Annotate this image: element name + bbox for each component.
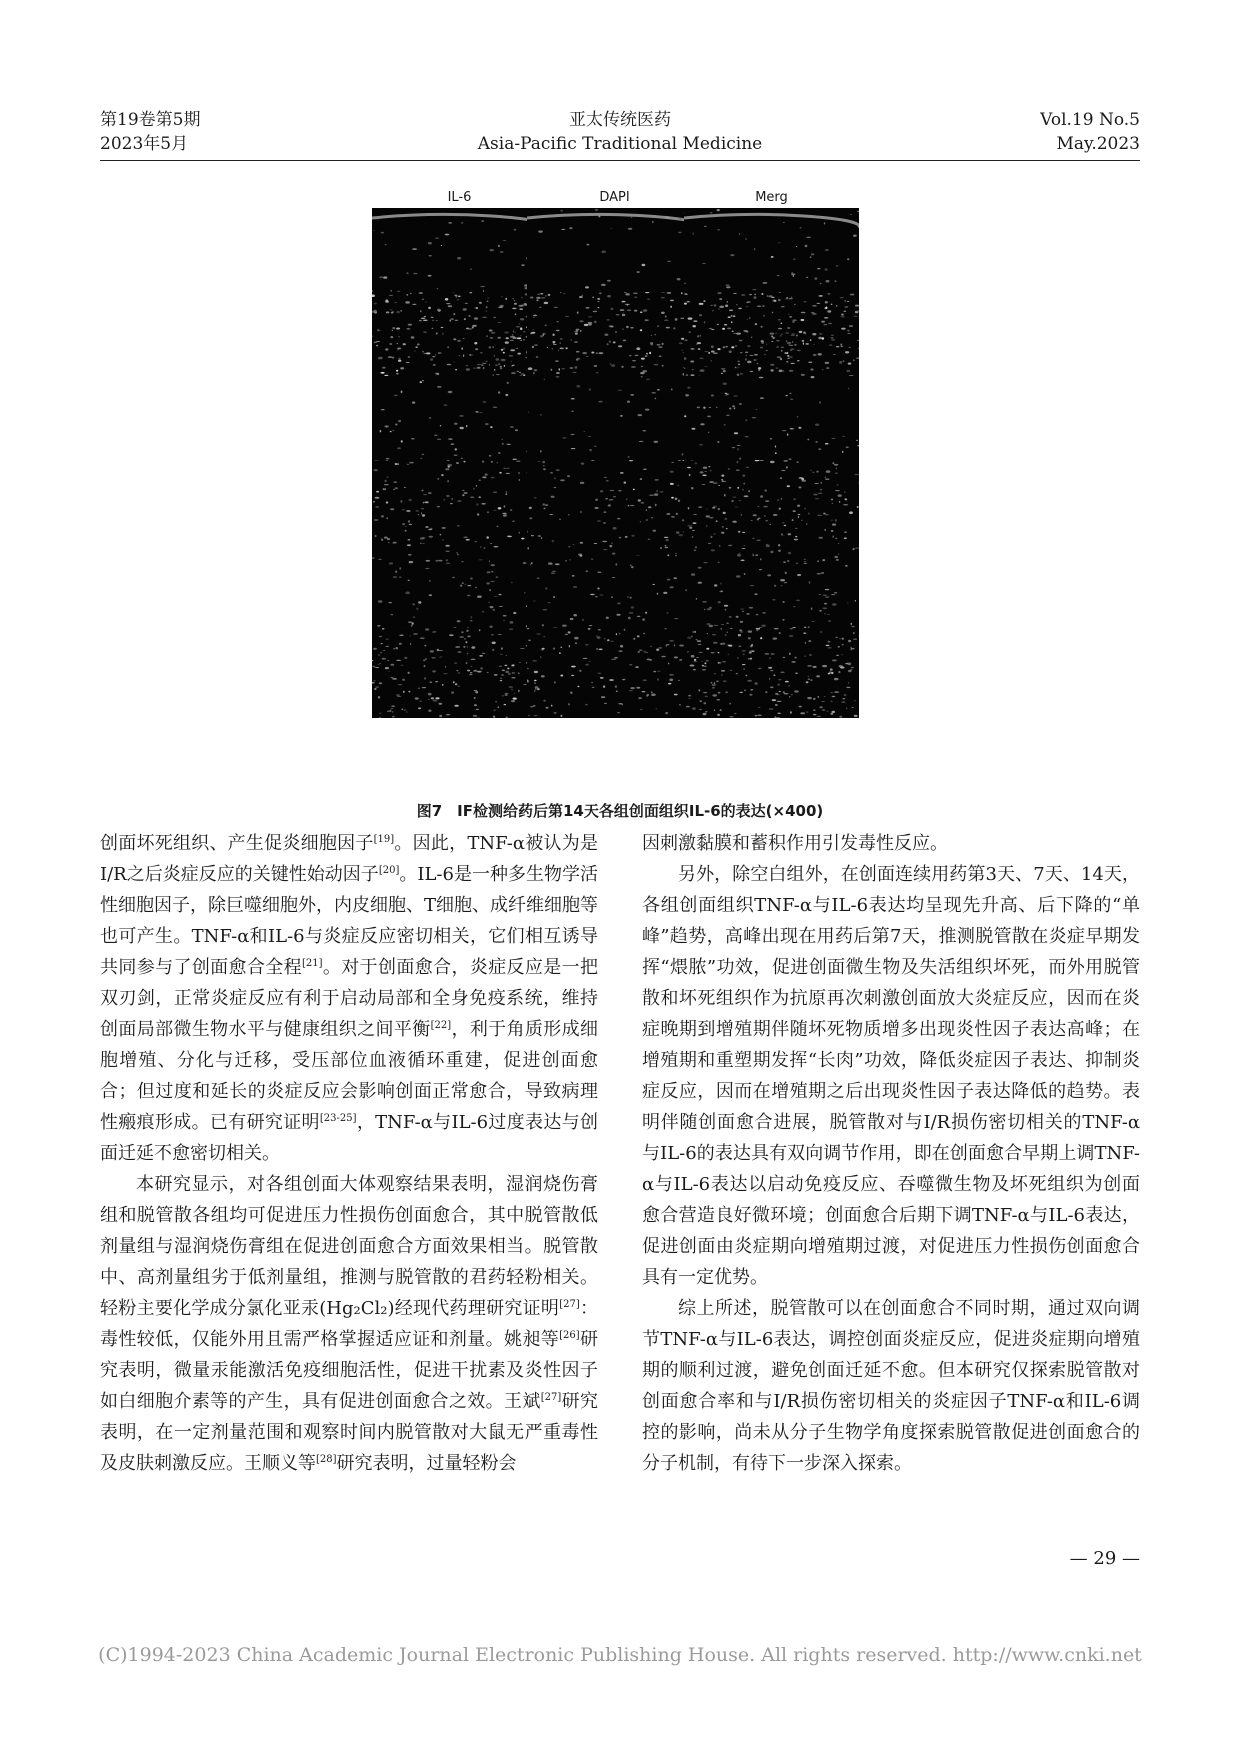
micrograph-texture: [684, 376, 859, 466]
micrograph-panel: [684, 544, 859, 634]
micrograph-panel: [684, 376, 859, 466]
text-span: 本研究显示，对各组创面大体观察结果表明，湿润烧伤膏组和脱管散各组均可促进压力性损伤创面愈合，其中脱管散低剂量组与湿润烧伤膏组在促进创面愈合方面效果相当。脱管散中、高剂量组劣于低剂量组，推测与脱管散的君药轻粉相关。轻粉主要化学成分氯化亚汞(Hg₂Cl₂)经现代药理研究证明: [100, 1174, 598, 1319]
micrograph-texture: [527, 376, 702, 466]
micrograph-texture: [372, 292, 547, 382]
micrograph-panel: [684, 292, 859, 382]
citation: [28]: [316, 1454, 337, 1465]
micrograph-panel: [684, 460, 859, 550]
journal-title-cn: 亚太传统医药: [569, 110, 671, 130]
figure-caption: 图7 IF检测给药后第14天各组创面组织IL-6的表达(×400): [416, 802, 824, 820]
micrograph-texture: [684, 292, 859, 382]
page-number: — 29 —: [1069, 1548, 1140, 1569]
paragraph: [100, 1169, 598, 1479]
paragraph: [100, 828, 598, 1169]
micrograph-panel: [372, 208, 547, 298]
micrograph-texture: [684, 460, 859, 550]
paragraph: 因刺激黏膜和蓄积作用引发毒性反应。: [642, 833, 948, 854]
citation: [22]: [430, 1020, 452, 1031]
right-column: [642, 828, 1140, 1479]
micrograph-panel: [527, 376, 702, 466]
citation: [27]: [540, 1392, 562, 1403]
paragraph: 另外，除空白组外，在创面连续用药第3天、7天、14天，各组创面组织TNF-α与IL-6表达均呈现先升高、后下降的“单峰”趋势，高峰出现在用药后第7天，推测脱管散在炎症早期发挥“煨脓”功效，促进创面微生物及失活组织坏死，而外用脱管散和坏死组织作为抗原再次刺激创面放大炎症反应，因而在炎症晚期到增殖期伴随坏死物质增多出现炎性因子表达高峰；在增殖期和重塑期发挥“长肉”功效，降低炎症因子表达、抑制炎症反应，因而在增殖期之后出现炎性因子表达降低的趋势。表明伴随创面愈合进展，脱管散对与I/R损伤密切相关的TNF-α与IL-6的表达具有双向调节作用，即在创面愈合早期上调TNF-α与IL-6表达以启动免疫反应、吞噬微生物及坏死组织为创面愈合营造良好微环境；创面愈合后期下调TNF-α与IL-6表达，促进创面由炎症期向增殖期过渡，对促进压力性损伤创面愈合具有一定优势。: [642, 864, 1140, 1288]
micrograph-texture: [684, 208, 859, 298]
date-en: May.2023: [1056, 134, 1140, 154]
micrograph-texture: [372, 208, 547, 298]
micrograph-texture: [372, 376, 547, 466]
column-header-merg: Merg: [755, 190, 788, 205]
micrograph-texture: [527, 208, 702, 298]
micrograph-panel: [527, 460, 702, 550]
text-span: 。对于创面愈合，炎症反应是一把双刃剑，正常炎症反应有利于启动局部和全身免疫系统，维持创面局部微生物水平与健康组织之间平衡: [100, 957, 599, 1040]
micrograph-panel: [372, 544, 547, 634]
micrograph-panel: [527, 208, 702, 298]
journal-title-en: Asia-Pacific Traditional Medicine: [477, 134, 763, 154]
micrograph-texture: [372, 544, 547, 634]
citation: [23-25]: [319, 1113, 357, 1124]
micrograph-texture: [684, 544, 859, 634]
paragraph: 综上所述，脱管散可以在创面愈合不同时期，通过双向调节TNF-α与IL-6表达，调控创面炎症反应，促进炎症期向增殖期的顺利过渡，避免创面迁延不愈。但本研究仅探索脱管散对创面愈合率和与I/R损伤密切相关的炎症因子TNF-α和IL-6调控的影响，尚未从分子生物学角度探索脱管散促进创面愈合的分子机制，有待下一步深入探索。: [642, 1298, 1140, 1474]
micrograph-panel: [684, 628, 859, 718]
citation: [26]: [559, 1330, 580, 1341]
micrograph-texture: [527, 460, 702, 550]
micrograph-texture: [527, 292, 702, 382]
micrograph-texture: [372, 460, 547, 550]
micrograph-texture: [527, 628, 702, 718]
citation: [21]: [302, 958, 323, 969]
micrograph-panel: [372, 628, 547, 718]
text-span: 创面坏死组织、产生促炎细胞因子: [100, 833, 374, 854]
text-span: ，利于角质形成细胞增殖、分化与迁移，受压部位血液循环重建，促进创面愈合；但过度和延长的炎症反应会影响创面正常愈合，导致病理性瘢痕形成。已有研究证明: [100, 1019, 599, 1133]
micrograph-texture: [527, 544, 702, 634]
text-span: ：毒性较低，仅能外用且需严格掌握适应证和剂量。姚昶等: [100, 1298, 598, 1350]
text-span: 研究表明，在一定剂量范围和观察时间内脱管散对大鼠无严重毒性及皮肤刺激反应。王顺义等: [100, 1391, 599, 1474]
copyright-footer: (C)1994-2023 China Academic Journal Electronic Publishing House. All rights reserved. http://www.cnki.net: [98, 1644, 1142, 1666]
citation: [20]: [378, 865, 400, 876]
micrograph-panel: [527, 628, 702, 718]
header-right: [1040, 108, 1140, 156]
micrograph-texture: [372, 628, 547, 718]
micrograph-panel: [527, 292, 702, 382]
volume-issue-cn: 第19卷第5期: [100, 110, 201, 130]
text-span: 研究表明，过量轻粉会: [336, 1453, 517, 1474]
micrograph-panel: [684, 208, 859, 298]
micrograph-panel: [372, 292, 547, 382]
text-span: 。因此，TNF-α被认为是I/R之后炎症反应的关键性始动因子: [100, 833, 598, 885]
micrograph-panel: [372, 460, 547, 550]
micrograph-texture: [684, 628, 859, 718]
micrograph-panel: [527, 544, 702, 634]
micrograph-panel: [372, 376, 547, 466]
column-header-dapi: DAPI: [599, 190, 630, 205]
volume-issue-en: Vol.19 No.5: [1040, 110, 1140, 130]
column-header-il6: IL-6: [447, 190, 472, 205]
citation: [27]: [559, 1299, 580, 1310]
text-span: 研究表明，微量汞能激活免疫细胞活性，促进干扰素及炎性因子如白细胞介素等的产生，具有促进创面愈合之效。王斌: [100, 1329, 599, 1412]
text-span: 。IL-6是一种多生物学活性细胞因子，除巨噬细胞外，内皮细胞、T细胞、成纤维细胞等也可产生。TNF-α和IL-6与炎症反应密切相关，它们相互诱导共同参与了创面愈合全程: [100, 864, 599, 978]
left-column: [100, 828, 598, 1479]
text-span: ，TNF-α与IL-6过度表达与创面迁延不愈密切相关。: [100, 1112, 599, 1164]
header-rule: [100, 160, 1140, 161]
citation: [19]: [373, 834, 395, 845]
date-cn: 2023年5月: [100, 134, 189, 154]
